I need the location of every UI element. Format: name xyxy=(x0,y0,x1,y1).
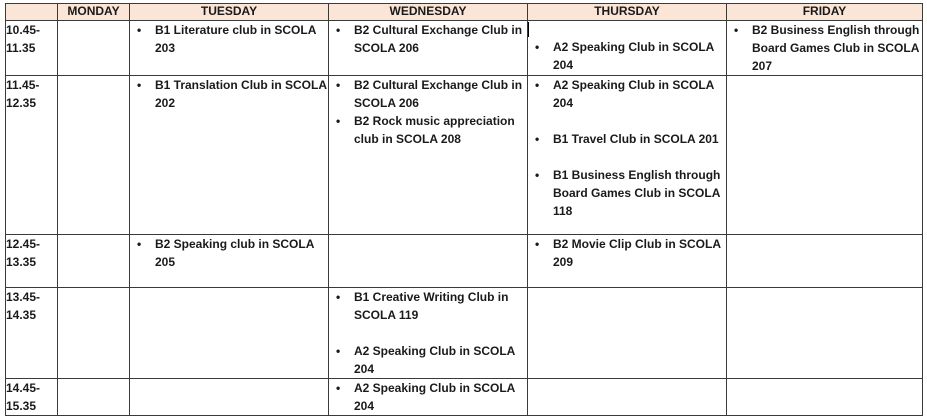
tuesday-cell[interactable] xyxy=(130,288,329,379)
time-slot-cell xyxy=(6,379,58,416)
club-entry: • B2 Speaking club in SCOLA 205 xyxy=(130,235,328,271)
club-entry: • B1 Business English through Board Games Club in SCOLA 118 xyxy=(528,166,726,220)
friday-cell[interactable] xyxy=(727,76,923,235)
club-entry: • B1 Literature club in SCOLA 203 xyxy=(130,21,328,57)
time-start: 14.45- 15.35 xyxy=(6,381,41,413)
club-entry: • B1 Travel Club in SCOLA 201 xyxy=(528,130,726,148)
tuesday-cell[interactable] xyxy=(130,379,329,416)
day-header-monday: MONDAY xyxy=(58,4,130,21)
time-slot-cell xyxy=(6,76,58,235)
schedule-row xyxy=(6,288,923,379)
club-entry: • B2 Business English through Board Games Club in SCOLA 207 xyxy=(727,21,922,75)
wednesday-cell[interactable] xyxy=(329,379,528,416)
header-row xyxy=(6,4,923,21)
thursday-cell[interactable] xyxy=(528,76,727,235)
tuesday-cell[interactable] xyxy=(130,21,329,76)
club-entry: • A2 Speaking Club in SCOLA 204 xyxy=(329,379,527,415)
thursday-cell[interactable] xyxy=(528,21,727,76)
day-header-tuesday: TUESDAY xyxy=(130,4,329,21)
wednesday-cell[interactable] xyxy=(329,235,528,288)
monday-cell[interactable] xyxy=(58,288,130,379)
day-header-wednesday: WEDNESDAY xyxy=(329,4,528,21)
monday-cell[interactable] xyxy=(58,21,130,76)
monday-cell[interactable] xyxy=(58,235,130,288)
wednesday-cell[interactable] xyxy=(329,21,528,76)
club-schedule-table xyxy=(5,3,923,416)
day-header-friday: FRIDAY xyxy=(727,4,923,21)
time-header xyxy=(6,4,58,21)
day-header-thursday: THURSDAY xyxy=(528,4,727,21)
friday-cell[interactable] xyxy=(727,379,923,416)
club-entry: • B1 Translation Club in SCOLA 202 xyxy=(130,76,328,112)
wednesday-cell[interactable] xyxy=(329,288,528,379)
schedule-row xyxy=(6,21,923,76)
schedule-row xyxy=(6,235,923,288)
monday-cell[interactable] xyxy=(58,76,130,235)
monday-cell[interactable] xyxy=(58,379,130,416)
thursday-cell[interactable] xyxy=(528,288,727,379)
tuesday-cell[interactable] xyxy=(130,76,329,235)
time-start: 12.45- 13.35 xyxy=(6,237,41,269)
club-entry: • A2 Speaking Club in SCOLA 204 xyxy=(528,76,726,112)
club-entry: • B1 Creative Writing Club in SCOLA 119 xyxy=(329,288,527,324)
time-start: 11.45- 12.35 xyxy=(6,78,40,110)
club-entry: • B2 Rock music appreciation club in SCOLA 208 xyxy=(329,112,527,148)
friday-cell[interactable] xyxy=(727,235,923,288)
club-entry: • B2 Movie Clip Club in SCOLA 209 xyxy=(528,235,726,271)
thursday-cell[interactable] xyxy=(528,379,727,416)
time-slot-cell xyxy=(6,235,58,288)
friday-cell[interactable] xyxy=(727,21,923,76)
text-cursor xyxy=(528,22,529,37)
club-entry: • B2 Cultural Exchange Club in SCOLA 206 xyxy=(329,76,527,112)
tuesday-cell[interactable] xyxy=(130,235,329,288)
thursday-cell[interactable] xyxy=(528,235,727,288)
club-entry: • A2 Speaking Club in SCOLA 204 xyxy=(528,38,726,74)
club-entry: • B2 Cultural Exchange Club in SCOLA 206 xyxy=(329,21,527,57)
time-slot-cell xyxy=(6,288,58,379)
club-entry: • A2 Speaking Club in SCOLA 204 xyxy=(329,342,527,378)
wednesday-cell[interactable] xyxy=(329,76,528,235)
schedule-row xyxy=(6,76,923,235)
time-slot-cell xyxy=(6,21,58,76)
friday-cell[interactable] xyxy=(727,288,923,379)
time-start: 13.45- 14.35 xyxy=(6,290,41,322)
schedule-row xyxy=(6,379,923,416)
time-start: 10.45- 11.35 xyxy=(6,23,41,55)
